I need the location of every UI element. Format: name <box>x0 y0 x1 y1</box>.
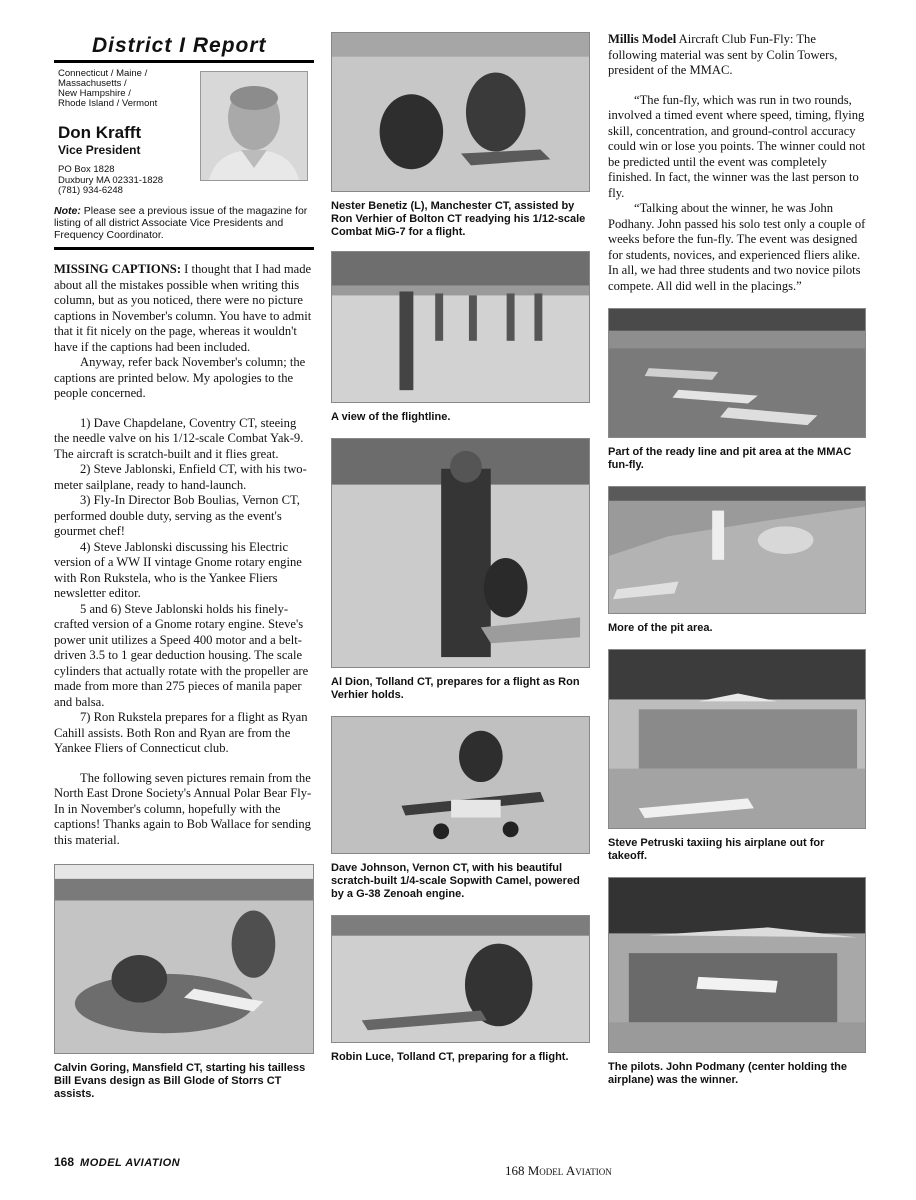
photo-dave-johnson <box>331 716 590 854</box>
title-rule <box>54 60 314 63</box>
column-right <box>608 32 866 1087</box>
page-number: 168 <box>54 1155 75 1169</box>
vp-name: Don Krafft <box>58 123 142 142</box>
caption-steve-petruski: Steve Petruski taxiing his airplane out for takeoff. <box>608 837 825 862</box>
caption-item: 7) Ron Rukstela prepares for a flight as Ryan Cahill assists. Both Ron and Ryan are from the Yankee Fliers of Connecticut club. <box>54 710 308 755</box>
vp-bio <box>54 68 314 196</box>
column-middle <box>331 32 590 1064</box>
page-footer <box>505 1163 612 1179</box>
photo-calvin-goring <box>54 864 314 1054</box>
caption-ready-line: Part of the ready line and pit area at the MMAC fun-fly. <box>608 446 852 471</box>
page-folio <box>54 1155 180 1169</box>
article-paragraph: The following seven pictures remain from the North East Drone Society's Annual Polar Bear Fly-In in November's column, hopefully with the captions! Thanks again to Bob Wallace for sending this material. <box>54 770 312 847</box>
photo-flightline <box>331 251 590 403</box>
footer-magazine-name: Model Aviation <box>527 1163 612 1178</box>
caption-item: 3) Fly-In Director Bob Boulias, Vernon CT, performed double duty, serving as the event's gourmet chef! <box>54 493 300 538</box>
caption-item: 4) Steve Jablonski discussing his Electric version of a WW II vintage Gnome rotary engine with Ron Rukstela, who is the Yankee Fliers newsletter editor. <box>54 539 302 600</box>
photo-ready-line <box>608 308 866 438</box>
photo-pilots-group <box>608 877 866 1053</box>
vp-address: PO Box 1828 Duxbury MA 02331-1828 (781) 934-6248 <box>58 164 164 196</box>
club-article <box>608 32 866 294</box>
photo-nester-benetiz <box>331 32 590 192</box>
club-quote: “The fun-fly, which was run in two rounds, involved a timed event where speed, timing, flying skill, concentration, and ground-control accuracy could win or lose you points. The winner could not be predicted until the event was completely finished. In fact, the winner was the last person to fly. <box>608 92 866 200</box>
district-states: Connecticut / Maine / Massachusetts / New Hampshire / Rhode Island / Vermont <box>58 68 158 109</box>
vp-title: Vice President <box>58 143 141 157</box>
article-body <box>54 262 314 848</box>
club-intro: Millis Model Aircraft Club Fun-Fly: The following material was sent by Colin Towers, president of the MMAC. <box>608 32 838 77</box>
magazine-name: MODEL AVIATION <box>80 1157 181 1169</box>
column-left <box>54 32 314 1101</box>
caption-al-dion: Al Dion, Tolland CT, prepares for a flight as Ron Verhier holds. <box>331 676 580 701</box>
caption-item: 1) Dave Chapdelane, Coventry CT, steeing the needle valve on his 1/12-scale Combat Yak-9. The aircraft is scratch-built and it flies great. <box>54 415 304 461</box>
article-paragraph: Anyway, refer back November's column; the captions are printed below. My apologies to the people concerned. <box>54 355 306 400</box>
note-rule <box>54 247 314 250</box>
photo-al-dion <box>331 438 590 668</box>
caption-flightline: A view of the flightline. <box>331 411 451 423</box>
caption-item: 2) Steve Jablonski, Enfield CT, with his two-meter sailplane, ready to hand-launch. <box>54 462 307 492</box>
caption-calvin-goring: Calvin Goring, Mansfield CT, starting his tailless Bill Evans design as Bill Glode of Storrs CT assists. <box>54 1062 306 1100</box>
caption-robin-luce: Robin Luce, Tolland CT, preparing for a flight. <box>331 1051 569 1063</box>
caption-item: 5 and 6) Steve Jablonski holds his finely-crafted version of a Gnome rotary engine. Steve's power unit utilizes a Speed 400 motor and a belt-driven 3.5 to 1 gear deduction housing. The scale cylinders that actually rotate with the propeller are made from more than 275 pieces of manila paper and balsa. <box>54 601 309 709</box>
photo-pit-area <box>608 486 866 614</box>
vp-portrait-photo <box>200 71 308 181</box>
photo-robin-luce <box>331 915 590 1043</box>
caption-pilots: The pilots. John Podmany (center holding the airplane) was the winner. <box>608 1061 847 1086</box>
note: Note: Please see a previous issue of the magazine for listing of all district Associate Vice Presidents and Frequency Coordinator. <box>54 205 308 241</box>
caption-nester-benetiz: Nester Benetiz (L), Manchester CT, assisted by Ron Verhier of Bolton CT readying his 1/12-scale Combat MiG-7 for a flight. <box>331 200 586 238</box>
article-paragraph: MISSING CAPTIONS: I thought that I had made about all the mistakes possible when writing this column, but as you noticed, there were no picture captions in November's column. You have to admit that it fit nicely on the page, whereas it wouldn't have if the captions had been included. <box>54 262 312 354</box>
district-title: District I Report <box>92 34 267 57</box>
photo-steve-petruski <box>608 649 866 829</box>
caption-pit-area: More of the pit area. <box>608 622 713 634</box>
club-quote: “Talking about the winner, he was John Podhany. John passed his solo test only a couple of weeks before the fun-fly. The event was designed for students, novices, and experienced fliers alike. In all, we had three students and two novice pilots compete. All did well in the placings.” <box>608 201 866 293</box>
caption-dave-johnson: Dave Johnson, Vernon CT, with his beautiful scratch-built 1/4-scale Sopwith Camel, powered by a G-38 Zenoah engine. <box>331 862 580 900</box>
footer-page-number: 168 <box>505 1163 525 1178</box>
